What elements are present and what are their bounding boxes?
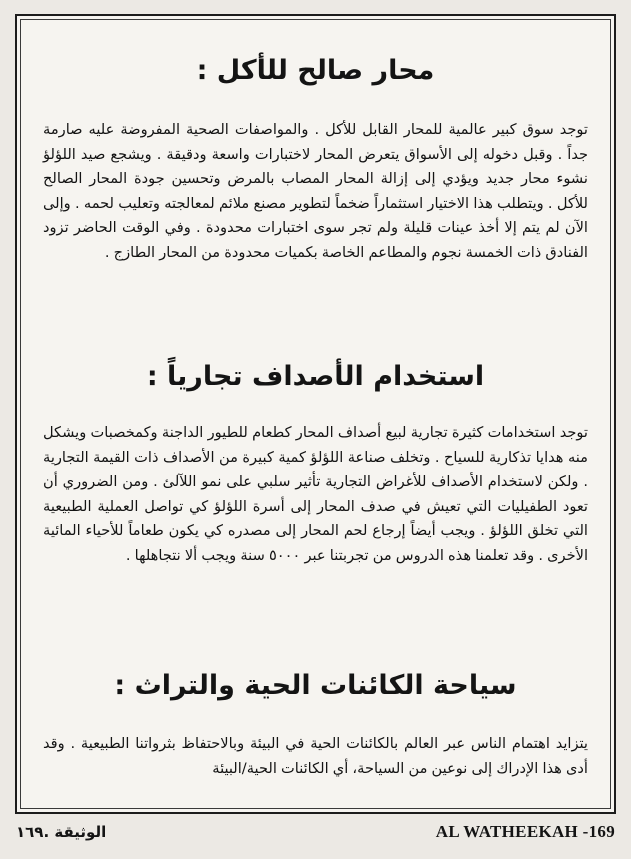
section-body-edible-oysters: توجد سوق كبير عالمية للمحار القابل للأكل . والمواصفات الصحية المفروضة عليه صارمة جداً . وقبل دخوله إلى الأسواق يتعرض المحار لاختبارات واسعة ودقيقة . ويشجع صيد اللؤلؤ نشوء محار جديد ويؤدي إلى إزالة المحار المصاب بالمرض وتحسين جودة المحار الصالح للأكل . ويتطلب هذا الاختيار استثماراً ضخماً لتطوير مصنع ملائم لمعالجته وتعليب لحمه . وإلى الآن لم يتم إلا أخذ عينات قليلة ولم تجر سوى اختبارات محدودة . وفي الوقت الحاضر تزود الفنادق ذات الخمسة نجوم والمطاعم الخاصة بكميات محدودة من المحار الطازج . [43, 121, 588, 261]
footer-english-page-label: AL WATHEEKAH -169 [435, 822, 615, 841]
article-frame [15, 14, 616, 814]
page-footer [16, 820, 615, 844]
section-body-commercial-shells: توجد استخدامات كثيرة تجارية لبيع أصداف المحار كطعام للطيور الداجنة وكمخصبات ويشكل منه هدايا تذكارية للسياح . وتخلف صناعة اللؤلؤ كمية كبيرة من الأصداف ذات القيمة التجارية . ولكن لاستخدام الأصداف للأغراض التجارية تأثير سلبي على نمو اللآلئ . ومن الضروري أن تعود الطفيليات التي تعيش في صدف المحار إلى أسرة اللؤلؤ كي تواصل العملية الطبيعية التي تخلق اللؤلؤ . ويجب أيضاً إرجاع لحم المحار إلى مصدره كي يكون طعاماً للأحياء المائية الأخرى . وقد تعلمنا هذه الدروس من تجربتنا عبر ٥٠٠٠ سنة ويجب ألا نتجاهلها . [43, 424, 588, 564]
section-heading-edible-oysters: محار صالح للأكل : [196, 55, 435, 86]
footer-arabic-page-label: الوثيقة .١٦٩ [16, 823, 107, 841]
section-body-eco-heritage-tourism: يتزايد اهتمام الناس عبر العالم بالكائنات الحية في البيئة وبالاحتفاظ بثرواتنا الطبيعية . وقد أدى هذا الإدراك إلى نوعين من السياحة، أي الكائنات الحية/البيئة [43, 735, 588, 777]
section-heading-commercial-shells: استخدام الأصداف تجارياً : [146, 361, 485, 392]
section-heading-eco-heritage-tourism: سياحة الكائنات الحية والتراث : [114, 670, 517, 701]
